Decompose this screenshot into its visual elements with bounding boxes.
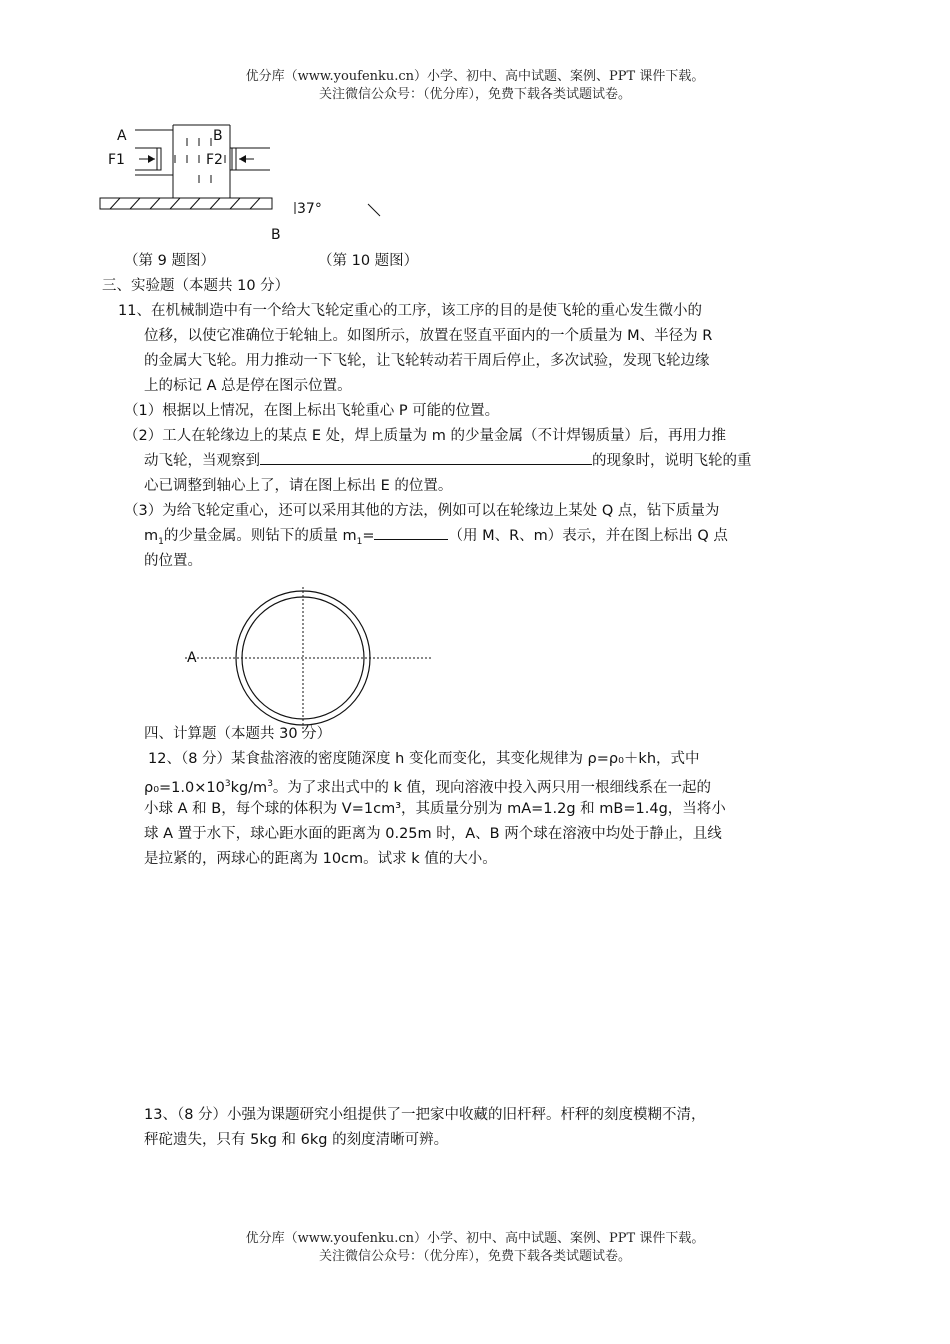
q13-line-1: 13、（8 分）小强为课题研究小组提供了一把家中收藏的旧杆秤。杆秤的刻度模糊不清， bbox=[144, 1107, 706, 1123]
q11-part-3-line-1: （3）为给飞轮定重心，还可以采用其他的方法，例如可以在轮缘边上某处 Q 点，钻下质量为 bbox=[124, 503, 720, 519]
fig9-label-b: B bbox=[213, 128, 223, 144]
q12-line-4: 球 A 置于水下，球心距水面的距离为 0.25m 时，A、B 两个球在溶液中均处于静止，且线 bbox=[144, 826, 722, 842]
q12-line-2-rest: 。为了求出式中的 k 值，现向溶液中投入两只用一根细线系在一起的 bbox=[272, 779, 712, 796]
q11-equals: = bbox=[362, 528, 375, 544]
q11-part-2-line-1: （2）工人在轮缘边上的某点 E 处，焊上质量为 m 的少量金属（不计焊锡质量）后，再用力推 bbox=[124, 428, 726, 444]
fig10-angle-label: 37° bbox=[297, 201, 322, 217]
q11-m-symbol: m bbox=[144, 528, 159, 544]
q11-part-3-suffix: （用 M、R、m）表示，并在图上标出 Q 点 bbox=[448, 528, 728, 544]
section-3-title: 三、实验题（本题共 10 分） bbox=[102, 278, 290, 294]
q12-unit-exp: 3 bbox=[267, 779, 273, 789]
q12-line-1: 12、（8 分）某食盐溶液的密度随深度 h 变化而变化，其变化规律为 ρ=ρ₀＋kh，式中 bbox=[148, 751, 700, 767]
q11-part-2-line-3: 心已调整到轴心上了，请在图上标出 E 的位置。 bbox=[144, 478, 453, 494]
fig9-label-f1: F1 bbox=[108, 152, 125, 168]
q11-answer-blank-mass[interactable] bbox=[374, 525, 448, 540]
fig9-label-a: A bbox=[117, 128, 127, 144]
q11-line-2: 位移，以使它准确位于轮轴上。如图所示，放置在竖直平面内的一个质量为 M、半径为 R bbox=[144, 328, 713, 344]
caption-fig-10: （第 10 题图） bbox=[318, 253, 419, 269]
q13-line-2: 秤砣遗失，只有 5kg 和 6kg 的刻度清晰可辨。 bbox=[144, 1132, 449, 1148]
q11-part-3-line-3: 的位置。 bbox=[144, 553, 202, 569]
q11-line-3: 的金属大飞轮。用力推动一下飞轮，让飞轮转动若干周后停止，多次试验，发现飞轮边缘 bbox=[144, 353, 710, 369]
caption-fig-9: （第 9 题图） bbox=[124, 253, 215, 269]
flywheel-mark-a: A bbox=[187, 650, 197, 666]
fig9-label-f2: F2 bbox=[206, 152, 223, 168]
fig10-label-b: B bbox=[271, 227, 281, 243]
figure-9-diagram bbox=[95, 120, 395, 220]
q12-unit: kg/m bbox=[230, 779, 268, 796]
header-line-2: 关注微信公众号：（优分库），免费下载各类试题试卷。 bbox=[318, 87, 631, 102]
footer-line-1: 优分库（www.youfenku.cn）小学、初中、高中试题、案例、PPT 课件下载。 bbox=[245, 1231, 705, 1246]
q11-part-2-suffix: 的现象时，说明飞轮的重 bbox=[592, 453, 752, 469]
q11-line-4: 上的标记 A 总是停在图示位置。 bbox=[144, 378, 352, 394]
footer-line-2: 关注微信公众号：（优分库），免费下载各类试题试卷。 bbox=[318, 1249, 631, 1264]
q11-part-2-line-2 bbox=[144, 449, 752, 474]
q11-subscript-1: 1 bbox=[158, 536, 164, 547]
q11-answer-blank-observation[interactable] bbox=[260, 450, 592, 465]
q12-line-3: 小球 A 和 B，每个球的体积为 V=1cm³，其质量分别为 mA=1.2g 和 mB=1.4g，当将小 bbox=[144, 801, 726, 817]
q11-line-1: 11、在机械制造中有一个给大飞轮定重心的工序，该工序的目的是使飞轮的重心发生微小的 bbox=[118, 303, 702, 319]
q11-part-3-mid: 的少量金属。则钻下的质量 m bbox=[163, 528, 357, 544]
header-line-1: 优分库（www.youfenku.cn）小学、初中、高中试题、案例、PPT 课件下载。 bbox=[245, 69, 705, 84]
section-4-title: 四、计算题（本题共 30 分） bbox=[144, 726, 332, 742]
flywheel-diagram bbox=[170, 585, 440, 735]
q11-subscript-1b: 1 bbox=[356, 536, 363, 547]
q11-part-1: （1）根据以上情况，在图上标出飞轮重心 P 可能的位置。 bbox=[124, 403, 500, 419]
q12-exp: 3 bbox=[224, 779, 231, 789]
q12-rho0: ρ₀=1.0×10 bbox=[144, 779, 225, 796]
q11-part-2-prefix: 动飞轮，当观察到 bbox=[144, 453, 260, 469]
q11-part-3-line-2 bbox=[144, 524, 728, 555]
q12-line-5: 是拉紧的，两球心的距离为 10cm。试求 k 值的大小。 bbox=[144, 851, 497, 867]
